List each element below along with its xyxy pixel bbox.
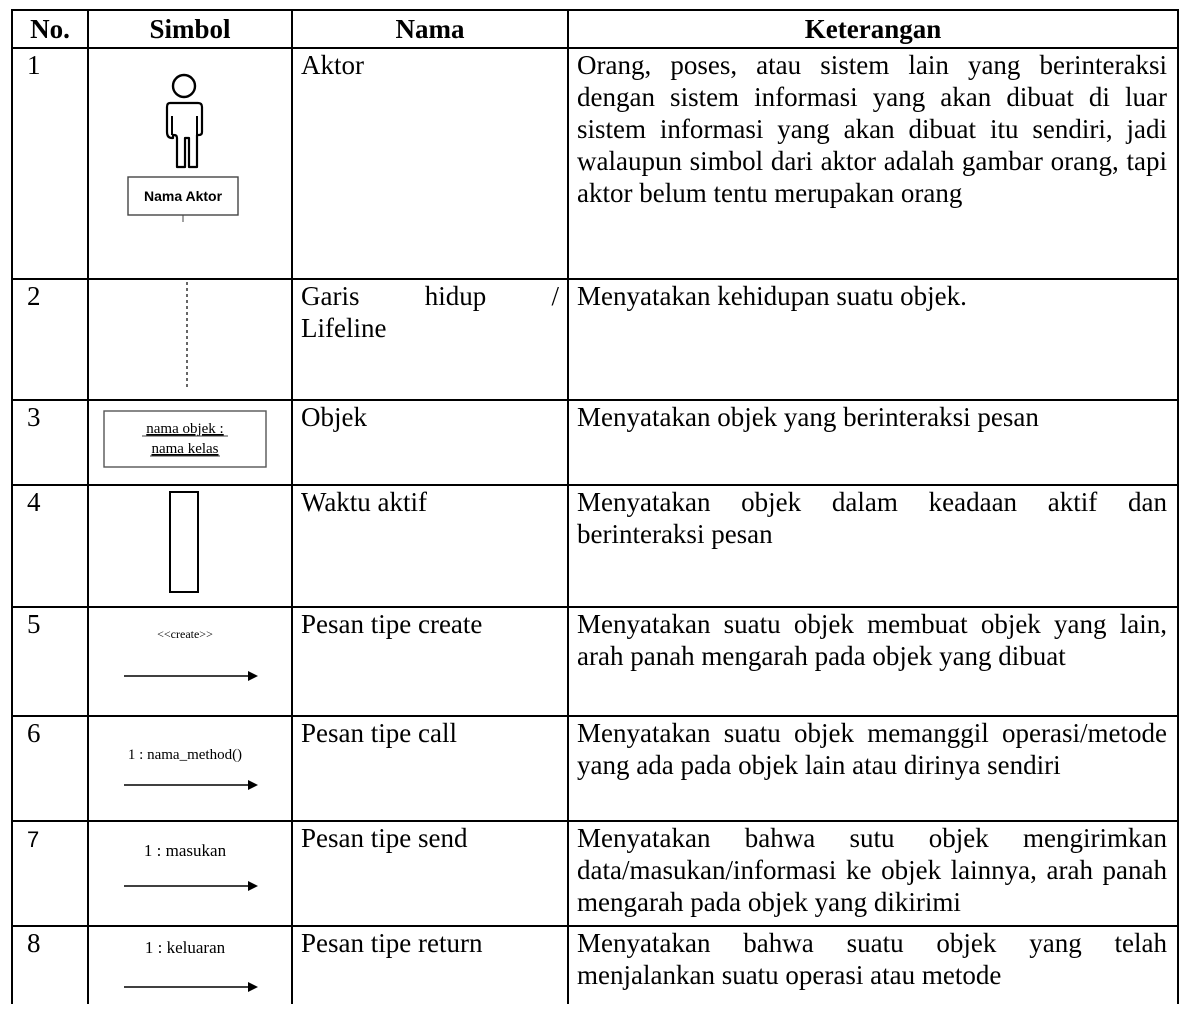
symbol-description: Menyatakan suatu objek membuat objek yang lain, arah panah mengarah pada objek yang dibuat — [568, 607, 1178, 716]
object-label-line2: nama kelas — [151, 441, 219, 457]
table-header-row — [12, 10, 1178, 48]
table-row — [12, 48, 1178, 279]
symbol-name: Waktu aktif — [292, 485, 568, 607]
symbol-name-line2: Lifeline — [301, 313, 387, 343]
dashed-lifeline-icon — [90, 280, 290, 392]
symbol-cell — [88, 716, 292, 821]
row-number: 5 — [12, 607, 88, 716]
row-number: 3 — [12, 400, 88, 485]
row-number: 2 — [12, 279, 88, 400]
symbol-cell — [88, 48, 292, 279]
object-box-icon — [90, 401, 290, 477]
symbol-description: Menyatakan bahwa sutu objek mengirimkan data/masukan/informasi ke objek lainnya, arah panah mengarah pada objek yang dikirimi — [568, 821, 1178, 926]
table-row — [12, 926, 1178, 1004]
actor-name-label: Nama Aktor — [143, 188, 223, 204]
arrow-right-icon — [90, 822, 290, 918]
arrow-right-icon — [90, 608, 290, 708]
message-label: <<create>> — [157, 627, 213, 641]
message-label: 1 : keluaran — [144, 938, 226, 957]
table-row — [12, 485, 1178, 607]
symbol-name: Pesan tipe return — [292, 926, 568, 1004]
row-number — [12, 821, 88, 926]
uml-sequence-symbol-table — [11, 9, 1179, 1004]
symbol-description: Orang, poses, atau sistem lain yang berinteraksi dengan sistem informasi yang akan dibuat di luar sistem informasi yang akan dibuat itu sendiri, jadi walaupun simbol dari aktor adalah gambar orang, tapi aktor belum tentu merupakan orang — [568, 48, 1178, 279]
message-label: 1 : masukan — [143, 841, 227, 860]
table-row — [12, 400, 1178, 485]
symbol-name: Pesan tipe send — [292, 821, 568, 926]
symbol-description: Menyatakan kehidupan suatu objek. — [568, 279, 1178, 400]
message-label: 1 : nama_method() — [127, 747, 243, 763]
symbol-name-line1: Garis hidup / — [301, 281, 559, 311]
table-row — [12, 279, 1178, 400]
symbol-cell — [88, 926, 292, 1004]
symbol-cell — [88, 400, 292, 485]
symbol-name: Pesan tipe create — [292, 607, 568, 716]
header-no: No. — [12, 10, 88, 48]
table-row — [12, 716, 1178, 821]
row-number: 8 — [12, 926, 88, 1004]
activation-rectangle-icon — [90, 486, 290, 599]
table-row — [12, 607, 1178, 716]
arrow-right-icon — [90, 927, 290, 997]
symbol-cell — [88, 279, 292, 400]
row-number: 6 — [12, 716, 88, 821]
row-number-text: 7 — [27, 827, 40, 852]
object-label-line1: nama objek : — [146, 421, 224, 437]
arrow-right-icon — [90, 717, 290, 813]
symbol-cell — [88, 607, 292, 716]
row-number: 1 — [12, 48, 88, 279]
table-row — [12, 821, 1178, 926]
actor-stick-figure-icon — [90, 50, 290, 270]
header-simbol: Simbol — [88, 10, 292, 48]
symbol-description: Menyatakan objek dalam keadaan aktif dan berinteraksi pesan — [568, 485, 1178, 607]
symbol-name: Aktor — [292, 48, 568, 279]
symbol-name: Pesan tipe call — [292, 716, 568, 821]
row-number: 4 — [12, 485, 88, 607]
symbol-description: Menyatakan suatu objek memanggil operasi/metode yang ada pada objek lain atau dirinya sendiri — [568, 716, 1178, 821]
symbol-name — [292, 279, 568, 400]
symbol-cell — [88, 485, 292, 607]
symbol-name: Objek — [292, 400, 568, 485]
symbol-description: Menyatakan objek yang berinteraksi pesan — [568, 400, 1178, 485]
symbol-description: Menyatakan bahwa suatu objek yang telah menjalankan suatu operasi atau metode — [568, 926, 1178, 1004]
header-keterangan: Keterangan — [568, 10, 1178, 48]
header-nama: Nama — [292, 10, 568, 48]
symbol-cell — [88, 821, 292, 926]
